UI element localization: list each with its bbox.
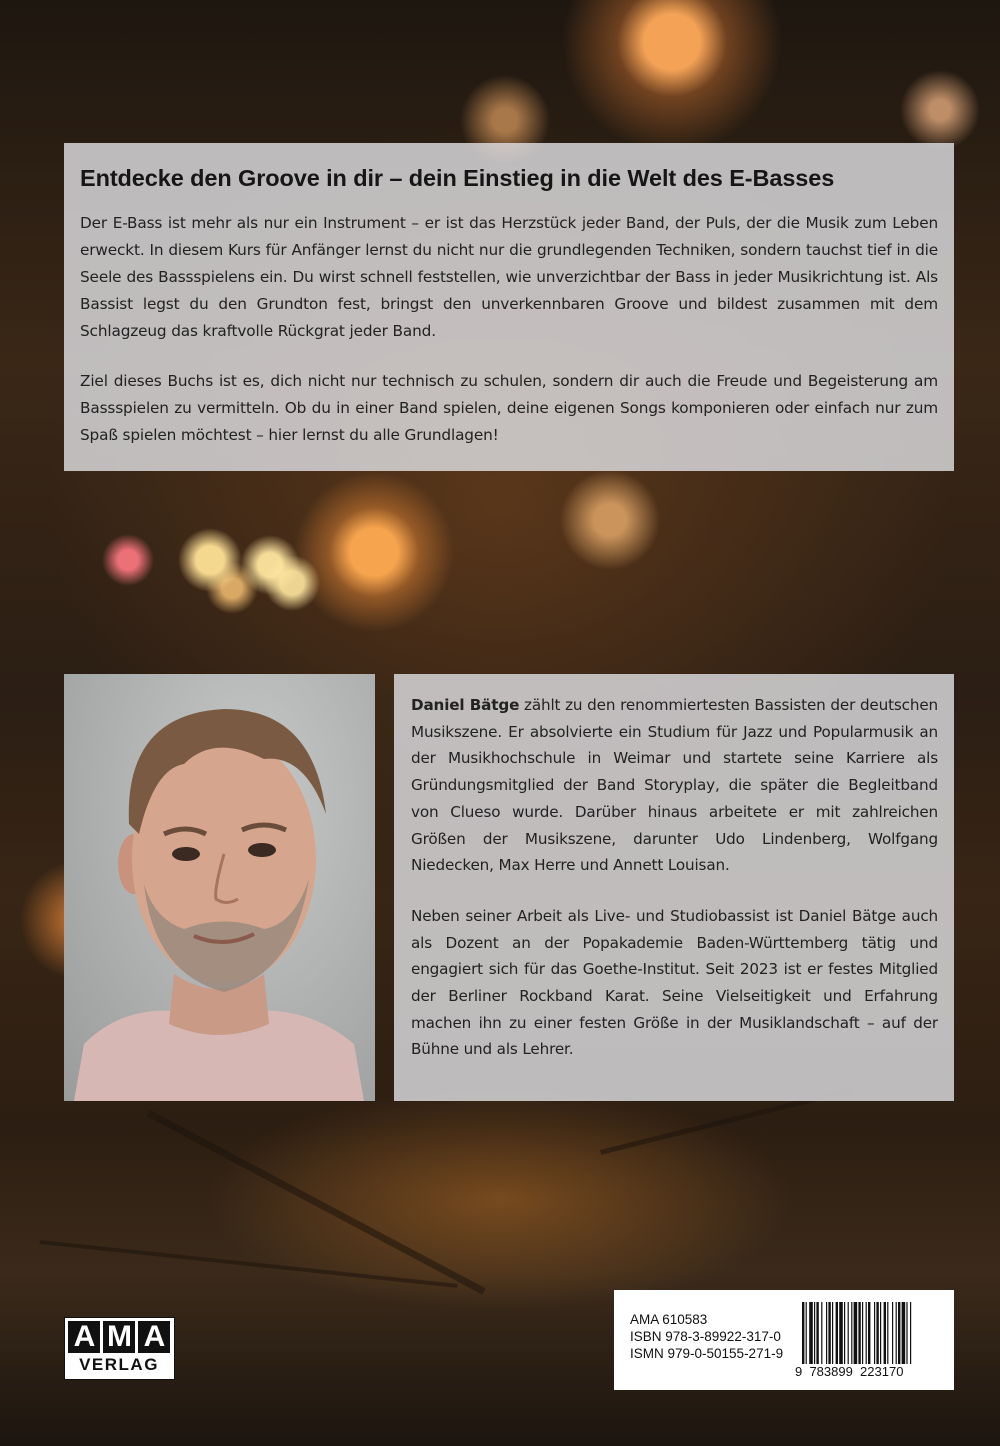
- author-name: Daniel Bätge: [411, 696, 520, 714]
- street-shadow: [147, 1110, 486, 1295]
- logo-subtitle: VERLAG: [79, 1355, 159, 1374]
- intro-panel: [64, 143, 954, 471]
- intro-paragraph: Der E-Bass ist mehr als nur ein Instrument – er ist das Herzstück jeder Band, der Puls, der die Musik zum Leben erweckt. In diesem Kurs für Anfänger lernst du nicht nur die grundlegenden Techniken, sondern tauchst tief in die Seele des Bassspielens ein. Du wirst schnell feststellen, wie unverzichtbar der Bass in jeder Musikrichtung ist. Als Bassist legst du den Grundton fest, bringst den unverkennbaren Groove und bildest zusammen mit dem Schlagzeug das kraftvolle Rückgrat jeder Band.: [80, 214, 938, 340]
- logo-letter: A: [68, 1321, 100, 1353]
- ismn: ISMN 979-0-50155-271-9: [630, 1346, 784, 1361]
- author-photo: [64, 674, 375, 1101]
- author-bio-paragraph: Neben seiner Arbeit als Live- und Studiobassist ist Daniel Bätge auch als Dozent an der Popakademie Baden-Württemberg tätig und engagiert sich für das Goethe-Institut. Seit 2023 ist er festes Mitglied der Berliner Rockband Karat. Seine Vielseitigkeit und Erfahrung machen ihn zu einer festen Größe in der Musiklandschaft – auf der Bühne und als Lehrer.: [411, 906, 938, 1059]
- author-bio-paragraph: [411, 692, 938, 879]
- publisher-logo: [64, 1317, 175, 1380]
- logo-letter: M: [103, 1321, 135, 1353]
- logo-letters: [68, 1321, 170, 1353]
- author-bio-text: zählt zu den renommiertesten Bassisten der deutschen Musikszene. Er absolvierte ein Studium für Jazz und Popularmusik an der Musikhochschule in Weimar und startete seine Karriere als Gründungsmitglied der Band Storyplay, die später die Begleitband von Clueso wurde. Darüber hinaus arbeitete er mit zahlreichen Größen der Musikszene, darunter Udo Lindenberg, Wolfgang Niedecken, Max Herre und Annett Louisan.: [411, 696, 939, 875]
- barcode-box: [614, 1290, 954, 1390]
- author-portrait-illustration: [64, 674, 375, 1101]
- intro-heading: Entdecke den Groove in dir – dein Einstieg in die Welt des E-Basses: [80, 165, 835, 191]
- author-bio-panel: [394, 674, 954, 1101]
- logo-letter: A: [138, 1321, 170, 1353]
- barcode-icon: [800, 1302, 950, 1368]
- order-number: AMA 610583: [630, 1312, 708, 1327]
- intro-paragraph: Ziel dieses Buchs ist es, dich nicht nur technisch zu schulen, sondern dir auch die Freude und Begeisterung am Bassspielen zu vermitteln. Ob du in einer Band spielen, deine eigenen Songs komponieren oder einfach nur zum Spaß spielen möchtest – hier lernst du alle Grundlagen!: [80, 372, 938, 444]
- barcode-digits: 9 783899 223170: [795, 1364, 904, 1379]
- isbn: ISBN 978-3-89922-317-0: [630, 1329, 781, 1344]
